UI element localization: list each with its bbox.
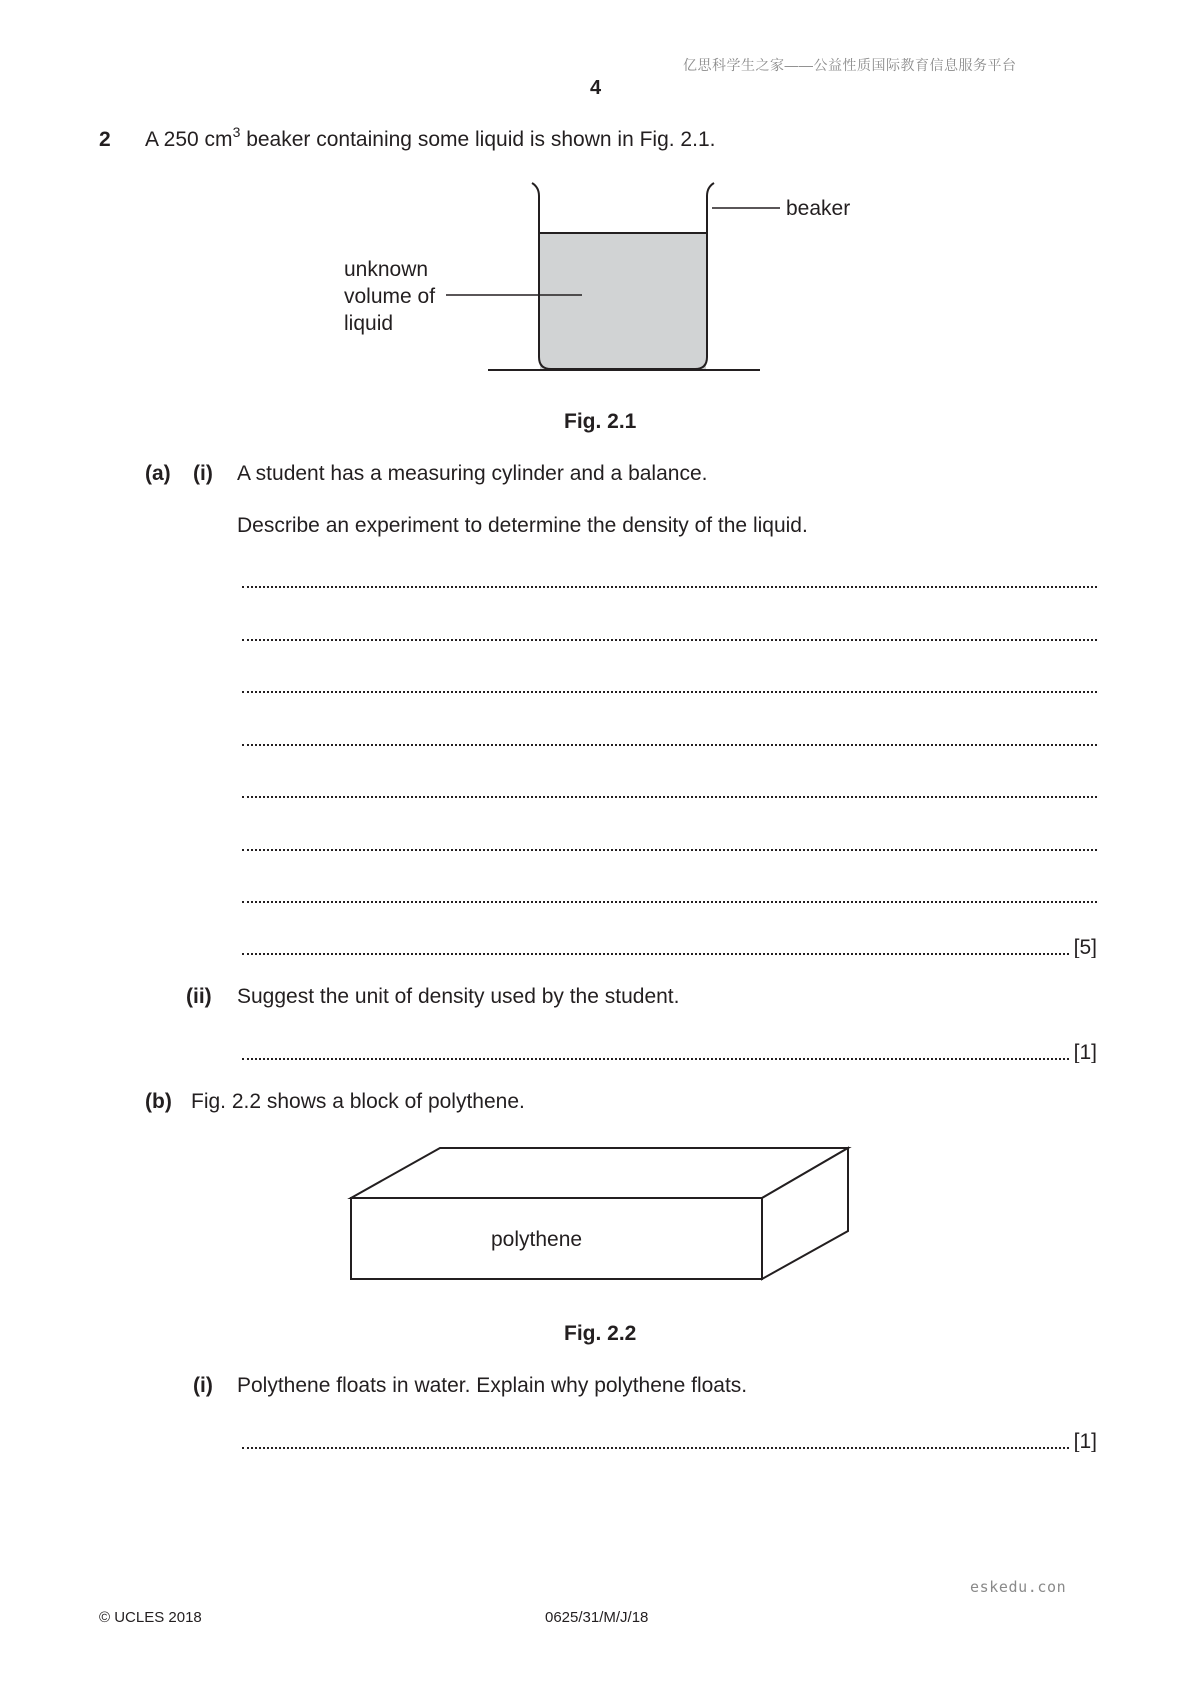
mark-a-i: [5] (1073, 936, 1097, 958)
part-a-label: (a) (145, 462, 171, 485)
liquid-fill (540, 233, 706, 369)
label-liquid-line-2: volume of (344, 285, 436, 308)
part-a-ii-text: Suggest the unit of density used by the student. (237, 985, 680, 1008)
part-b-text: Fig. 2.2 shows a block of polythene. (191, 1090, 525, 1113)
mark-b-i: [1] (1073, 1430, 1097, 1452)
footer-paper-code: 0625/31/M/J/18 (545, 1609, 649, 1626)
answer-line-a-i-8[interactable] (242, 936, 1097, 958)
part-a-i-label: (i) (193, 462, 213, 485)
footer-copyright: © UCLES 2018 (99, 1609, 202, 1626)
part-b-i-label: (i) (193, 1374, 213, 1397)
fig-2-1-caption: Fig. 2.1 (564, 410, 637, 433)
page-number: 4 (590, 77, 602, 99)
intro-superscript: 3 (232, 124, 241, 140)
answer-line-a-i-3[interactable] (242, 674, 1097, 696)
part-a-i-text1: A student has a measuring cylinder and a balance. (237, 462, 708, 485)
fig-2-2-diagram (0, 1140, 1191, 1300)
fig-2-2-caption: Fig. 2.2 (564, 1322, 637, 1345)
answer-line-a-i-7[interactable] (242, 884, 1097, 906)
answer-line-a-i-2[interactable] (242, 622, 1097, 644)
label-liquid-line-1: unknown (344, 258, 429, 281)
answer-line-a-i-4[interactable] (242, 727, 1097, 749)
mark-a-ii: [1] (1073, 1041, 1097, 1063)
part-b-i-text: Polythene floats in water. Explain why polythene floats. (237, 1374, 748, 1397)
answer-line-a-i-1[interactable] (242, 569, 1097, 591)
site-watermark: eskedu.con (970, 1578, 1067, 1596)
label-liquid-line-3: liquid (344, 312, 394, 335)
label-beaker: beaker (786, 197, 851, 220)
part-a-ii-label: (ii) (186, 985, 212, 1008)
intro-prefix: A 250 cm (145, 128, 233, 151)
part-b-label: (b) (145, 1090, 172, 1113)
part-a-i-text2: Describe an experiment to determine the density of the liquid. (237, 514, 808, 537)
header-watermark: 亿思科学生之家——公益性质国际教育信息服务平台 (683, 57, 1017, 73)
question-number: 2 (99, 128, 111, 151)
answer-line-a-ii[interactable] (242, 1041, 1097, 1063)
fig-2-1-diagram (0, 0, 1191, 450)
intro-suffix: beaker containing some liquid is shown in Fig. 2.1. (240, 128, 716, 151)
answer-line-a-i-6[interactable] (242, 832, 1097, 854)
block-label: polythene (491, 1228, 583, 1251)
answer-line-a-i-5[interactable] (242, 779, 1097, 801)
answer-line-b-i[interactable] (242, 1430, 1097, 1452)
